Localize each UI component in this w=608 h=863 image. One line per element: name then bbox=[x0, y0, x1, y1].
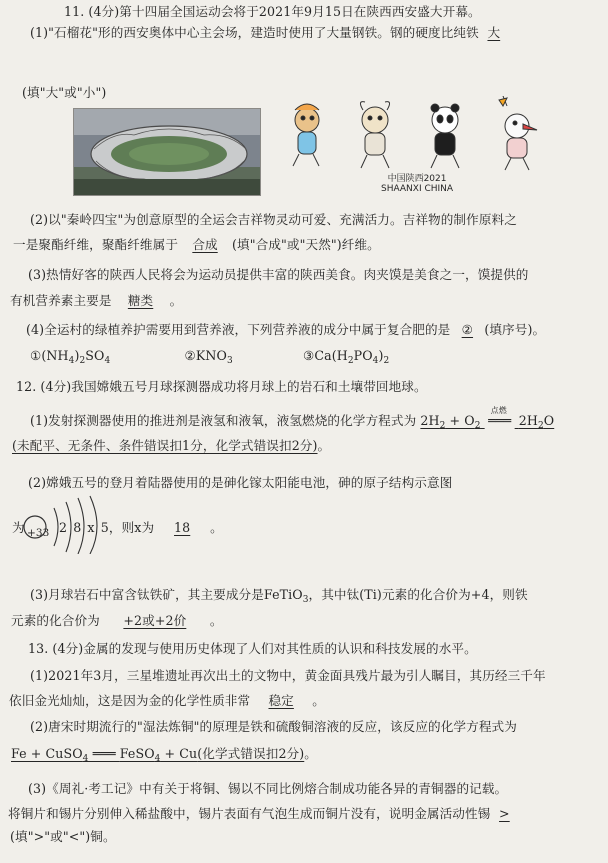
q11-part1: (1)"石榴花"形的西安奥体中心主会场，建造时使用了大量钢铁。钢的硬度比纯铁 大 bbox=[30, 24, 509, 42]
atom-shell-labels: 2 8 x 5，则x为 18 。 bbox=[59, 520, 223, 535]
q13-part3-line2: 将铜片和锡片分别伸入稀盐酸中，锡片表面有气泡生成而铜片没有，说明金属活动性锡 > bbox=[8, 805, 518, 823]
q12-part1-answer: $2H_2 + O_2$ 点燃 ═══ $2H_2O$ bbox=[420, 406, 555, 431]
q11-part1-hint: (填"大"或"小") bbox=[22, 85, 107, 100]
mascot-panda bbox=[431, 104, 459, 168]
q11-part2-line2: 一是聚酯纤维，聚酯纤维属于 合成 (填"合成"或"天然")纤维。 bbox=[13, 237, 380, 252]
q12-part1-note: (未配平、无条件、条件错误扣1分，化学式错误扣2分)。 bbox=[12, 438, 331, 453]
q13-stem: 13. (4分)金属的发现与使用历史体现了人们对其性质的认识和科技发展的水平。 bbox=[28, 641, 477, 656]
q13-part1-line2: 依旧金光灿灿，这是因为金的化学性质非常 稳定 。 bbox=[9, 693, 325, 708]
q12-part2-line1: (2)嫦娥五号的登月着陆器使用的是砷化镓太阳能电池，砷的原子结构示意图 bbox=[28, 475, 453, 490]
q13-part3-answer: > bbox=[499, 806, 510, 821]
q11-part4: (4)全运村的绿植养护需要用到营养液，下列营养液的成分中属于复合肥的是 ② (填序号)。 bbox=[26, 322, 546, 337]
q13-part2-answer: Fe + CuSO$_4$ ═══ FeSO$_4$ + Cu(化学式错误扣2分) bbox=[11, 746, 305, 764]
q12-part3-line1: (3)月球岩石中富含钛铁矿，其主要成分是FeTiO$_3$，其中钛(Ti)元素的化合价为+4，则铁 bbox=[30, 587, 528, 605]
q11-part4-answer: ② bbox=[461, 322, 474, 337]
q13-part3-line3: (填">"或"<")铜。 bbox=[10, 829, 116, 844]
mascot-takin bbox=[360, 102, 389, 168]
q13-part2-line2: Fe + CuSO$_4$ ═══ FeSO$_4$ + Cu(化学式错误扣2分)。 bbox=[11, 746, 317, 764]
q11-part2-answer: 合成 bbox=[192, 237, 218, 252]
q13-part1-line1: (1)2021年3月，三星堆遗址再次出土的文物中，黄金面具残片最为引人瞩目，其历经三千年 bbox=[30, 668, 546, 683]
q11-part3-line1: (3)热情好客的陕西人民将会为运动员提供丰富的陕西美食。肉夹馍是美食之一，馍提供的 bbox=[28, 267, 529, 282]
q13-part1-answer: 稳定 bbox=[268, 693, 294, 708]
q13-part2-line1: (2)唐宋时期流行的"湿法炼铜"的原理是铁和硫酸铜溶液的反应，该反应的化学方程式为 bbox=[30, 719, 517, 734]
q12-part2-answer: 18 bbox=[174, 520, 191, 535]
q11-part3-line2: 有机营养素主要是 糖类 。 bbox=[10, 293, 183, 308]
q13-part3-line1: (3)《周礼·考工记》中有关于将铜、锡以不同比例熔合制成功能各异的青铜器的记载。 bbox=[28, 781, 508, 796]
q11-part3-answer: 糖类 bbox=[127, 293, 154, 308]
atom-nucleus-label: +33 bbox=[27, 527, 50, 539]
option-3: $③Ca(H_2PO_4)_2$ bbox=[302, 348, 390, 366]
option-1: $①(NH_4)_2SO_4$ bbox=[30, 348, 111, 366]
q12-part1: (1)发射探测器使用的推进剂是液氢和液氧，液氢燃烧的化学方程式为 $2H_2 + O_2$ 点燃 ═══ $2H_2O$ bbox=[30, 412, 564, 430]
q11-stem: 11. (4分)第十四届全国运动会将于2021年9月15日在陕西西安盛大开幕。 bbox=[64, 4, 481, 19]
q11-part1-answer: 大 bbox=[487, 25, 501, 40]
mascot-logo-caption: 中国陕西2021 SHAANXI CHINA bbox=[381, 174, 454, 194]
q12-part3-line2: 元素的化合价为 +2或+2价 。 bbox=[11, 613, 223, 628]
q11-part2-line1: (2)以"秦岭四宝"为创意原型的全运会吉祥物灵动可爱、充满活力。吉祥物的制作原料之 bbox=[30, 212, 517, 227]
stadium-photo bbox=[73, 108, 261, 196]
q11-options bbox=[30, 347, 389, 365]
mascot-golden-monkey bbox=[293, 104, 319, 166]
q12-part3-answer: +2或+2价 bbox=[123, 613, 187, 628]
q12-part2-line2: 为 bbox=[12, 520, 25, 535]
mascot-ibis bbox=[499, 96, 537, 170]
option-2: $②KNO_3$ bbox=[184, 348, 233, 366]
q12-stem: 12. (4分)我国嫦娥五号月球探测器成功将月球上的岩石和土壤带回地球。 bbox=[16, 379, 427, 394]
